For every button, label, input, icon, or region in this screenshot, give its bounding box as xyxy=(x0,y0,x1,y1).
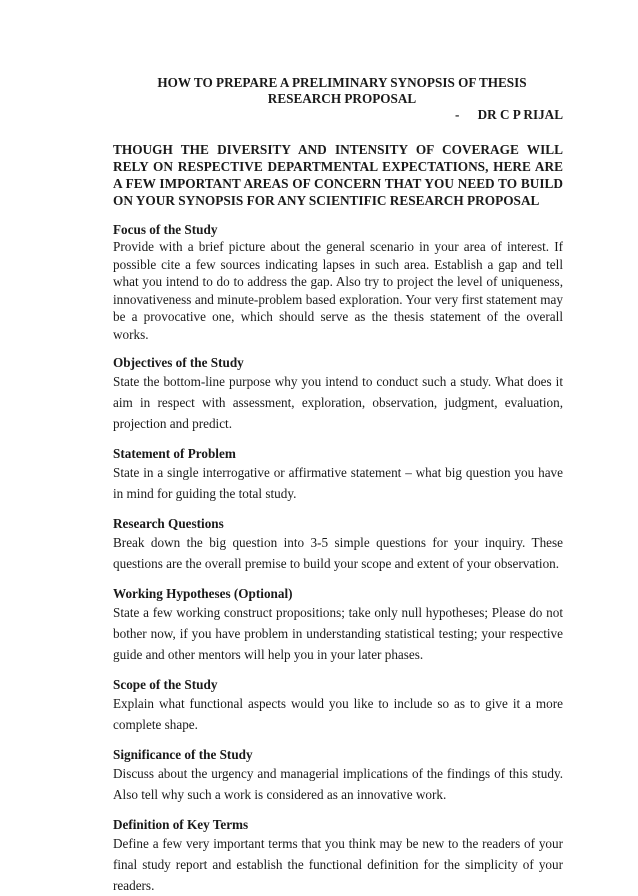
section-heading: Focus of the Study xyxy=(113,222,218,237)
section-body: Provide with a brief picture about the general scenario in your area of interest. If possible cite a few sources indicating lapses in such area. Establish a gap and tell what you intend to do to address the gap. Also try to project the level of uniqueness, innovativeness and minute-problem based exploration. Your very first statement may be a provocative one, which should serve as the thesis statement of the overall works. xyxy=(113,239,563,342)
author-line xyxy=(113,107,563,123)
section-objectives xyxy=(113,355,563,434)
section-significance xyxy=(113,747,563,805)
section-key-terms xyxy=(113,817,563,896)
section-heading: Scope of the Study xyxy=(113,677,218,692)
section-body: Discuss about the urgency and managerial implications of the findings of this study. Also tell why such a work is considered as an innovative work. xyxy=(113,766,563,802)
section-research-questions xyxy=(113,516,563,574)
section-heading: Significance of the Study xyxy=(113,747,253,762)
section-heading: Statement of Problem xyxy=(113,446,236,461)
section-heading: Research Questions xyxy=(113,516,224,531)
section-body: State the bottom-line purpose why you intend to conduct such a study. What does it aim in respect with assessment, exploration, observation, judgment, evaluation, projection and predict. xyxy=(113,374,563,431)
section-hypotheses xyxy=(113,586,563,665)
author-dash: - xyxy=(454,107,460,122)
section-body: State a few working construct propositions; take only null hypotheses; Please do not bother now, if you have problem in understanding statistical testing; your respective guide and other mentors will help you in your later phases. xyxy=(113,605,563,662)
section-scope xyxy=(113,677,563,735)
document-title: HOW TO PREPARE A PRELIMINARY SYNOPSIS OF THESIS RESEARCH PROPOSAL xyxy=(157,75,527,106)
section-heading: Definition of Key Terms xyxy=(113,817,249,832)
section-problem-statement xyxy=(113,446,563,504)
section-heading: Working Hypotheses (Optional) xyxy=(113,586,293,601)
section-body: Define a few very important terms that you think may be new to the readers of your final study report and establish the functional definition for the simplicity of your readers. xyxy=(113,836,563,893)
section-heading: Objectives of the Study xyxy=(113,355,244,370)
section-body: State in a single interrogative or affirmative statement – what big question you have in mind for guiding the total study. xyxy=(113,465,563,501)
section-body: Break down the big question into 3-5 simple questions for your inquiry. These questions are the overall premise to build your scope and extent of your observation. xyxy=(113,535,563,571)
author-name: DR C P RIJAL xyxy=(477,107,563,122)
intro-paragraph: THOUGH THE DIVERSITY AND INTENSITY OF COVERAGE WILL RELY ON RESPECTIVE DEPARTMENTAL EXPECTATIONS, HERE ARE A FEW IMPORTANT AREAS OF CONCERN THAT YOU NEED TO BUILD ON YOUR SYNOPSIS FOR ANY SCIENTIFIC RESEARCH PROPOSAL xyxy=(113,142,563,208)
section-body: Explain what functional aspects would you like to include so as to give it a more complete shape. xyxy=(113,696,563,732)
section-focus xyxy=(113,222,563,343)
